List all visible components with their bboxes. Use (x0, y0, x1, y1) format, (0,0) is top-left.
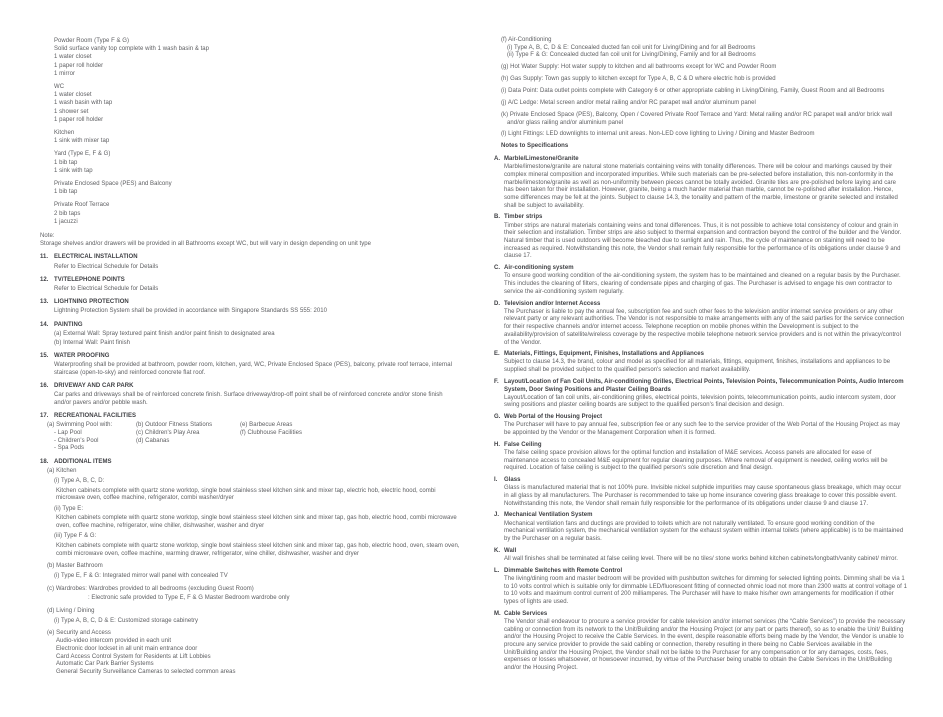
section-recreational-facilities (40, 413, 461, 453)
group-label: (c) Wardrobes: Wardrobes provided to all bedrooms (excluding Guest Room) (47, 586, 254, 593)
note-timber-strips (494, 214, 907, 261)
note-heading (494, 265, 907, 273)
spec-item-gas-supply (501, 76, 907, 84)
rec-item: (b) Outdoor Fitness Stations (136, 422, 213, 429)
group-label: (b) Master Bathroom (47, 563, 103, 570)
spec-item-data-point (501, 88, 907, 96)
group-subheading: (i) Type A, B, C, D: (54, 477, 105, 484)
note-title: Timber strips (504, 214, 543, 221)
fixture-line: 1 bib tap (54, 189, 78, 196)
note-letter: D. (494, 300, 501, 307)
section-tv-telephone-points (40, 277, 461, 294)
section-number: 18. (40, 458, 49, 465)
note-title: Mechanical Ventilation System (504, 512, 593, 519)
note-false-ceiling (494, 442, 907, 473)
additional-group-security-access (40, 630, 461, 676)
note-body: The Vendor shall endeavour to procure a service provider for cable television and/or internet services (the “Cable Services”) to provide the necessary cabling or connection from its network to the Unit/Building and/or the Housing Project (or any part or parts thereof), so as to enable the Unit/ Building and/or the Housing Project to receive the Cable Services. In the event, despite reasonable efforts being made by the Vendor, the Vendor is unable to procure any service provider to provide the said cabling or connection, thereby resulting in there being no Cable Services available in the Unit/Building and/or the Housing Project, the Vendor shall not be liable to the Purchaser for any compensation or for any damages, costs, fees, expenses or losses whatsoever, or howsoever incurred, by virtue of the Purchaser being unable to obtain the Cable Services in the Unit/Building and/or the Housing Project. (504, 618, 906, 672)
note-letter: A. (494, 156, 501, 163)
section-water-proofing (40, 353, 461, 378)
note-glass (494, 477, 907, 508)
note-heading (494, 611, 907, 619)
note-body: Timber strips are natural materials containing veins and tonal differences. Thus, it is not possible to achieve total consistency of colour and grain in their selection and installation. Timber strips are also subject to thermal expansion and contraction beyond the control of the builder and the Vendor. Natural timber that is used outdoors will become bleached due to sunlight and rain. Thus, the cycle of maintenance on staining will need to be increased as required. Notwithstanding this note, the Vendor shall remain fully responsible for the performance of its obligations under clause 9 and clause 17. (504, 222, 902, 260)
spec-item-hot-water-supply (501, 64, 907, 72)
spec-item-text: (k) Private Enclosed Space (PES), Balcony, Open / Covered Private Roof Terrace and Yard: Metal railing and/or RC parapet wall and/or brick wall and/or glass railing and/or aluminium panel (501, 111, 893, 126)
group-label: (a) Kitchen (47, 467, 77, 474)
rec-item: (f) Clubhouse Facilities (240, 429, 302, 436)
note-heading (494, 477, 907, 485)
note-heading (494, 214, 907, 222)
fixture-line: 1 paper roll holder (54, 116, 104, 123)
group-line: Electronic door lockset in all unit main entrance door (56, 645, 198, 652)
fixture-title: Yard (Type E, F & G) (54, 151, 111, 158)
spec-item-subline: (i) Type A, B, C, D & E: Concealed ducted fan coil unit for Living/Dining and for all Bedrooms (507, 44, 756, 51)
note-heading (494, 568, 907, 576)
note-title: Glass (504, 477, 521, 484)
note-title: Materials, Fittings, Equipment, Finishes, Installations and Appliances (504, 351, 704, 358)
section-lightning-protection (40, 299, 461, 316)
fixture-block-powder-room (40, 37, 461, 78)
note-title: Cable Services (504, 610, 548, 617)
note-heading (494, 301, 907, 309)
spec-item-text: (h) Gas Supply: Town gas supply to kitchen except for Type A, B, C & D where electric hob is provided (501, 76, 776, 83)
section-painting (40, 322, 461, 348)
note-letter: L. (494, 567, 500, 574)
note-heading (494, 351, 907, 359)
note-title: Dimmable Switches with Remote Control (504, 567, 623, 574)
note-heading (494, 414, 907, 422)
fixture-line: 1 sink with tap (54, 167, 93, 174)
note-body: Marble/limestone/granite are natural stone materials containing veins with tonality differences. There will be colour and markings caused by their complex mineral composition and incorporated impurities. While such materials can be pre-selected before installation, this non-conformity in the marble/limestone/granite as well as non-uniformity between pieces cannot be totally avoided. Granite tiles are pre-polished before laying and care has been taken for their installation. However, granite, being a much harder material than marble, cannot be re-polished after installation. Hence, some differences may be felt at the joints. Subject to clause 14.3, the tonality and pattern of the marble, limestone or granite selected and installed shall be subject to availability. (504, 164, 898, 209)
section-heading (40, 299, 461, 307)
section-title: DRIVEWAY AND CAR PARK (54, 382, 134, 389)
fixture-line: 1 paper roll holder (54, 62, 104, 69)
section-title: WATER PROOFING (54, 352, 110, 359)
fixture-block-roof-terrace (40, 201, 461, 226)
section-title: RECREATIONAL FACILITIES (54, 413, 137, 420)
section-heading (40, 254, 461, 262)
two-column-layout (40, 37, 907, 682)
fixture-block-wc (40, 83, 461, 124)
note-body: All wall finishes shall be terminated at false ceiling level. There will be no tiles/ stone works behind kitchen cabinets/longbath/vanity cabinet/ mirror. (504, 555, 898, 562)
note-layout-location (494, 379, 907, 410)
note-materials-fittings (494, 351, 907, 375)
spec-item-ac-ledge (501, 100, 907, 108)
note-body: Layout/Location of fan coil units, air-conditioning grilles, electrical points, television points, telecommunication points, audio intercom system, door swing positions and plaster ceiling boards are subject to the qualified person's final decision and design. (504, 394, 896, 409)
fixture-block-pes-balcony (40, 180, 461, 196)
spec-items-list (494, 37, 907, 139)
note-title: Air-conditioning system (504, 265, 574, 272)
note-heading (494, 379, 907, 394)
section-number: 17. (40, 413, 49, 420)
section-paragraph: Car parks and driveways shall be of reinforced concrete finish. Surface driveway/drop-off point shall be of reinforced concrete and/or stone finish and/or pavers and/or pebble wash. (54, 392, 443, 406)
note-text: Storage shelves and/or drawers will be provided in all Bathrooms except WC, but will vary in design depending on unit type (40, 241, 372, 248)
note-letter: B. (494, 214, 501, 221)
section-title: TV/TELEPHONE POINTS (54, 276, 125, 283)
right-column (494, 37, 907, 682)
spec-item-text: (l) Light Fittings: LED downlights to internal unit areas. Non-LED cove lighting to Living / Dining and Master Bedroom (501, 131, 815, 138)
group-text: Kitchen cabinets complete with quartz stone worktop, single bowl stainless steel kitchen sink and mixer tap, gas hob, electric hood, combi microwave oven, coffee machine, refrigerator, wine chiller, dishwasher, washer and dryer (56, 515, 457, 529)
fixture-line: Solid surface vanity top complete with 1 wash basin & tap (54, 46, 210, 53)
note-letter: H. (494, 441, 501, 448)
section-number: 12. (40, 276, 49, 283)
fixture-title: Private Roof Terrace (54, 202, 110, 209)
note-letter: G. (494, 414, 501, 421)
section-additional-items (40, 459, 461, 677)
note-heading (494, 512, 907, 520)
note-television-internet-access (494, 301, 907, 348)
group-text: Kitchen cabinets complete with quartz stone worktop, single bowl stainless steel kitchen sink and mixer tap, electric hob, electric hood, combi microwave oven, coffee machine, refrigerator, combi washer/dryer (56, 487, 436, 502)
note-heading (494, 442, 907, 450)
note-letter: C. (494, 265, 501, 272)
note-body: The false ceiling space provision allows for the optimal function and installation of M&E services. Access panels are allocated for ease of maintenance access to concealed M&E equipment for regular cleaning purposes. Where removal of equipment is needed, ceiling works will be required. Location of false ceiling is subject to the qualified person's sole discretion and final design. (504, 449, 888, 472)
spec-item-text: (f) Air-Conditioning (501, 37, 552, 43)
section-paragraph: (b) Internal Wall: Paint finish (54, 339, 131, 346)
fixture-title: Powder Room (Type F & G) (54, 38, 129, 44)
section-electrical-installation (40, 254, 461, 271)
spec-item-text: (g) Hot Water Supply: Hot water supply to kitchen and all bathrooms except for WC and Powder Room (501, 64, 777, 71)
section-number: 14. (40, 321, 49, 328)
group-line: Automatic Car Park Barrier Systems (56, 661, 154, 668)
additional-group-kitchen (40, 468, 461, 559)
note-letter: M. (494, 610, 501, 617)
spec-item-air-conditioning (501, 37, 907, 60)
section-driveway-car-park (40, 383, 461, 408)
group-text: : Electronic safe provided to Type E, F & G Master Bedroom wardrobe only (88, 594, 290, 601)
note-body: Glass is manufactured material that is not 100% pure. Invisible nickel sulphide impurities may cause spontaneous glass breakage, which may occur in all glass by all manufacturers. The Purchaser is recommended to take up home insurance covering glass breakage to cover this possible event. Notwithstanding this note, the Vendor shall remain fully responsible for the performance of its obligations under clause 9 and clause 17. (504, 485, 902, 507)
note-title: False Ceiling (504, 441, 542, 448)
section-number: 15. (40, 352, 49, 359)
note-cable-services (494, 611, 907, 673)
section-paragraph: Refer to Electrical Schedule for Details (54, 263, 159, 270)
note-title: Television and/or Internet Access (504, 300, 601, 307)
section-paragraph: Refer to Electrical Schedule for Details (54, 286, 159, 293)
rec-item: - Children's Pool (54, 437, 99, 444)
group-line: Audio-video intercom provided in each unit (56, 638, 172, 645)
section-heading (40, 322, 461, 330)
recreational-col-3 (240, 422, 461, 453)
rec-item: (c) Children's Play Area (136, 429, 200, 436)
section-heading (40, 459, 461, 467)
rec-item: - Spa Pods (54, 445, 85, 452)
section-title: LIGHTNING PROTECTION (54, 299, 129, 306)
note-letter: F. (494, 378, 499, 385)
section-heading (40, 277, 461, 285)
note-web-portal (494, 414, 907, 438)
note-body: To ensure good working condition of the air-conditioning system, the system has to be maintained and cleaned on a regular basis by the Purchaser. This includes the cleaning of filters, clearing of condensate pipes and charging of gas. The Purchaser is advised to engage his own contractor to service the air-conditioning system regularly. (504, 273, 901, 295)
section-number: 16. (40, 382, 49, 389)
rec-item: (d) Cabanas (136, 437, 170, 444)
fixture-line: 1 jacuzzi (54, 218, 78, 225)
fixture-line: 1 bib tap (54, 159, 78, 166)
fixture-title: Private Enclosed Space (PES) and Balcony (54, 181, 172, 188)
group-subheading: (iii) Type F & G: (54, 533, 97, 540)
section-title: ELECTRICAL INSTALLATION (54, 254, 138, 261)
note-label: Note: (40, 233, 55, 240)
spec-item-pes-balcony-terrace (501, 112, 907, 127)
recreational-columns (40, 422, 461, 453)
group-subheading: (ii) Type E: (54, 505, 84, 512)
section-number: 11. (40, 254, 49, 261)
storage-note (40, 232, 461, 248)
rec-item: (e) Barbecue Areas (240, 422, 293, 429)
fixture-title: Kitchen (54, 130, 75, 137)
note-mechanical-ventilation (494, 512, 907, 543)
group-subheading: (i) Type A, B, C, D & E: Customized storage cabinetry (54, 617, 199, 624)
section-title: ADDITIONAL ITEMS (54, 458, 112, 465)
group-line: General Security Surveillance Cameras to selected common areas (56, 669, 236, 675)
recreational-col-1 (47, 422, 136, 453)
group-label: (e) Security and Access (47, 630, 111, 637)
left-column (40, 37, 461, 682)
fixture-line: 1 water closet (54, 92, 92, 99)
additional-group-living-dining (40, 608, 461, 626)
fixture-line: 1 mirror (54, 70, 75, 77)
note-title: Marble/Limestone/Granite (504, 156, 579, 163)
group-text: Kitchen cabinets complete with quartz stone worktop, single bowl stainless steel kitchen sink and mixer tap, gas hob, electric hood, oven, steam oven, combi microwave oven, coffee machine, warming drawer, refrigerator, wine chiller, dishwasher, washer and dryer (56, 542, 460, 557)
section-heading (40, 383, 461, 391)
spec-item-subline: (ii) Type F & G: Concealed ducted fan coil unit for Living/Dining, Family and for all Bedrooms (507, 52, 756, 59)
spec-item-light-fittings (501, 131, 907, 139)
spec-item-text: (j) A/C Ledge: Metal screen and/or metal railing and/or RC parapet wall and/or aluminum panel (501, 99, 756, 106)
note-letter: K. (494, 547, 501, 554)
section-title: PAINTING (54, 321, 83, 328)
note-wall (494, 548, 907, 564)
note-letter: E. (494, 351, 500, 358)
recreational-col-2 (136, 422, 240, 453)
additional-group-wardrobes (40, 586, 461, 602)
group-line: Card Access Control System for Residents at Lift Lobbies (56, 653, 211, 660)
note-letter: J. (494, 512, 500, 519)
note-air-conditioning-system (494, 265, 907, 296)
additional-group-master-bathroom (40, 563, 461, 581)
note-body: The Purchaser will have to pay annual fee, subscription fee or any such fee to the service provider of the Web Portal of the Housing Project as may be appointed by the Vendor or the Management Corporation when it is formed. (504, 422, 900, 437)
rec-item: - Lap Pool (54, 429, 82, 436)
spec-item-text: (i) Data Point: Data outlet points complete with Category 6 or other appropriate cabling in Living/Dining, Family, Guest Room and all Bedrooms (501, 88, 885, 95)
notes-to-specifications-title: Notes to Specifications (501, 143, 569, 150)
group-label: (d) Living / Dining (47, 607, 95, 614)
note-title: Web Portal of the Housing Project (504, 414, 603, 421)
note-body: Subject to clause 14.3, the brand, colour and model as specified for all materials, fittings, equipment, finishes, installations and appliances to be supplied shall be provided subject to the qualified person's selection and market availability. (504, 359, 891, 374)
note-body: Mechanical ventilation fans and ductings are provided to toilets which are not naturally ventilated. To ensure good working condition of the mechanical ventilation system, the mechanical ventilation system for the exhaust system within internal toilets (where applicable) is to be maintained by the Purchaser on a regular basis. (504, 520, 904, 542)
note-dimmable-switches (494, 568, 907, 607)
rec-item: (a) Swimming Pool with: (47, 422, 113, 429)
fixture-line: 1 water closet (54, 54, 92, 61)
section-paragraph: Waterproofing shall be provided at bathroom, powder room, kitchen, yard, WC, Private Enclosed Space (PES), balcony, private roof terrace, internal staircase (open-to-sky) and reinforced concrete flat roof. (54, 362, 453, 376)
note-body: The living/dining room and master bedroom will be provided with pushbutton switches for dimming for selected lighting points. Dimming shall be via 1 to 10 volts control which is suitable only for dimmable LED/fluorescent fitting of connected ohmic load not more than 2300 watts at control voltage of 1 to 10 volts and maximum control current of 200 milliamperes. The Purchaser will have to make his/her own arrangements for modification if other types of lights are used. (504, 575, 907, 605)
note-marble-limestone-granite (494, 156, 907, 210)
section-number: 13. (40, 299, 49, 306)
section-heading (40, 353, 461, 361)
fixture-block-yard (40, 150, 461, 175)
note-title: Layout/Location of Fan Coil Units, Air-conditioning Grilles, Electrical Points, Television Points, Telecommunication Points, Audio Intercom System, Door Swing Positions and Plaster Ceiling Boards (504, 378, 904, 393)
note-letter: I. (494, 477, 498, 484)
fixture-line: 1 shower set (54, 108, 89, 115)
note-heading (494, 548, 907, 556)
fixture-line: 1 sink with mixer tap (54, 138, 110, 145)
fixture-line: 1 wash basin with tap (54, 100, 113, 107)
note-body: The Purchaser is liable to pay the annual fee, subscription fee and such other fees to the television and/or internet service providers or any other relevant party or any relevant authorities. The Vendor is not responsible to make arrangements with any of the said parties for the service connection for their respective channels and/or internet access. Telephone reception on mobile phones within the Development is subject to the availability/provision of satellite/wireless coverage by the respective mobile telephone network service providers and is not within the privacy/control of the Vendor. (504, 308, 905, 346)
fixture-title: WC (54, 84, 65, 91)
fixture-block-kitchen (40, 129, 461, 145)
section-paragraph: Lightning Protection System shall be provided in accordance with Singapore Standards SS 555: 2010 (54, 308, 328, 315)
section-paragraph: (a) External Wall: Spray textured paint finish and/or paint finish to designated area (54, 330, 275, 337)
note-heading (494, 156, 907, 164)
section-heading (40, 413, 461, 421)
note-title: Wall (504, 547, 517, 554)
group-subheading: (i) Type E, F & G: Integrated mirror wall panel with concealed TV (54, 573, 228, 580)
fixture-line: 2 bib taps (54, 210, 81, 217)
